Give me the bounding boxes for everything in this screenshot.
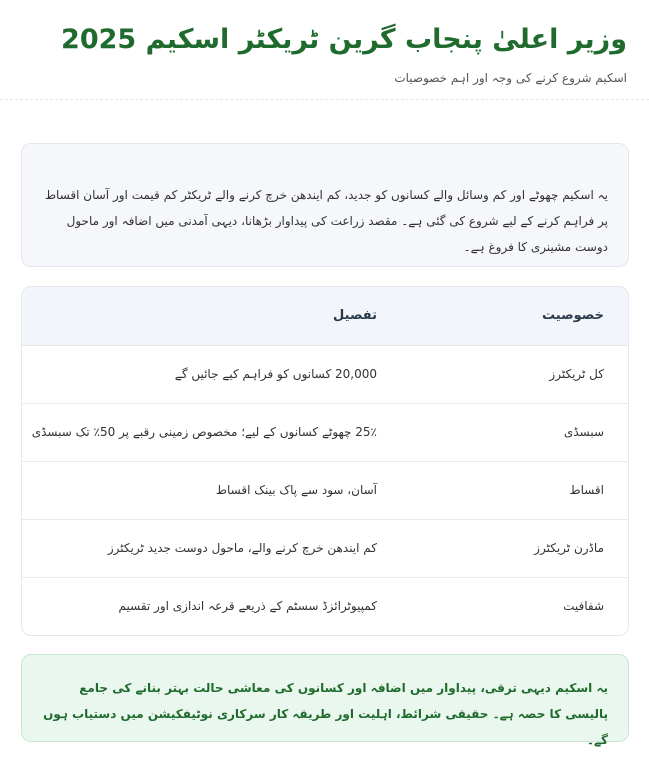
row-detail: 25٪ چھوٹے کسانوں کے لیے؛ مخصوص زمینی رقبے پر 50٪ تک سبسڈی xyxy=(31,425,377,439)
table-row xyxy=(22,577,628,635)
table-row xyxy=(22,345,628,403)
row-feature: سبسڈی xyxy=(563,425,604,439)
row-feature: اقساط xyxy=(569,483,604,497)
table-header-row xyxy=(22,287,628,345)
header-detail: تفصیل xyxy=(333,308,377,324)
policy-note-card xyxy=(21,654,629,747)
table-row xyxy=(22,519,628,577)
features-table-card xyxy=(21,286,629,636)
row-detail: کم ایندھن خرچ کرنے والے، ماحول دوست جدید ٹریکٹرز xyxy=(107,541,377,555)
table-row xyxy=(22,461,628,519)
header-feature: خصوصیت xyxy=(542,308,604,324)
page-header xyxy=(0,0,649,100)
table-row xyxy=(22,403,628,461)
row-feature: ماڈرن ٹریکٹرز xyxy=(534,541,604,555)
row-feature: کل ٹریکٹرز xyxy=(549,367,604,381)
intro-card xyxy=(21,143,629,267)
row-feature: شفافیت xyxy=(563,599,604,614)
row-detail: 20,000 کسانوں کو فراہم کیے جائیں گے xyxy=(174,367,377,381)
features-table xyxy=(22,287,628,635)
page-subtitle: اسکیم شروع کرنے کی وجہ اور اہم خصوصیات xyxy=(394,71,627,85)
row-detail: آسان، سود سے پاک بینک اقساط xyxy=(215,483,377,497)
page-title: وزیر اعلیٰ پنجاب گرین ٹریکٹر اسکیم 2025 xyxy=(61,24,627,55)
policy-note-text: یہ اسکیم دیہی ترقی، پیداوار میں اضافہ اور کسانوں کی معاشی حالت بہتر بنانے کی جامع پالیسی کا حصہ ہے۔ حقیقی شرائط، اہلیت اور طریقہ کار سرکاری نوٹیفکیشن میں دستیاب ہوں گے۔ xyxy=(43,681,608,747)
row-detail: کمپیوٹرائزڈ سسٹم کے ذریعے قرعہ اندازی اور تقسیم xyxy=(118,599,377,614)
intro-text: یہ اسکیم چھوٹے اور کم وسائل والے کسانوں کو جدید، کم ایندھن خرچ کرنے والے ٹریکٹر کم قیمت اور آسان اقساط پر فراہم کرنے کے لیے شروع کی گئی ہے۔ مقصد زراعت کی پیداوار بڑھانا، دیہی آمدنی میں اضافہ اور ماحول دوست مشینری کا فروغ ہے۔ xyxy=(44,188,608,254)
